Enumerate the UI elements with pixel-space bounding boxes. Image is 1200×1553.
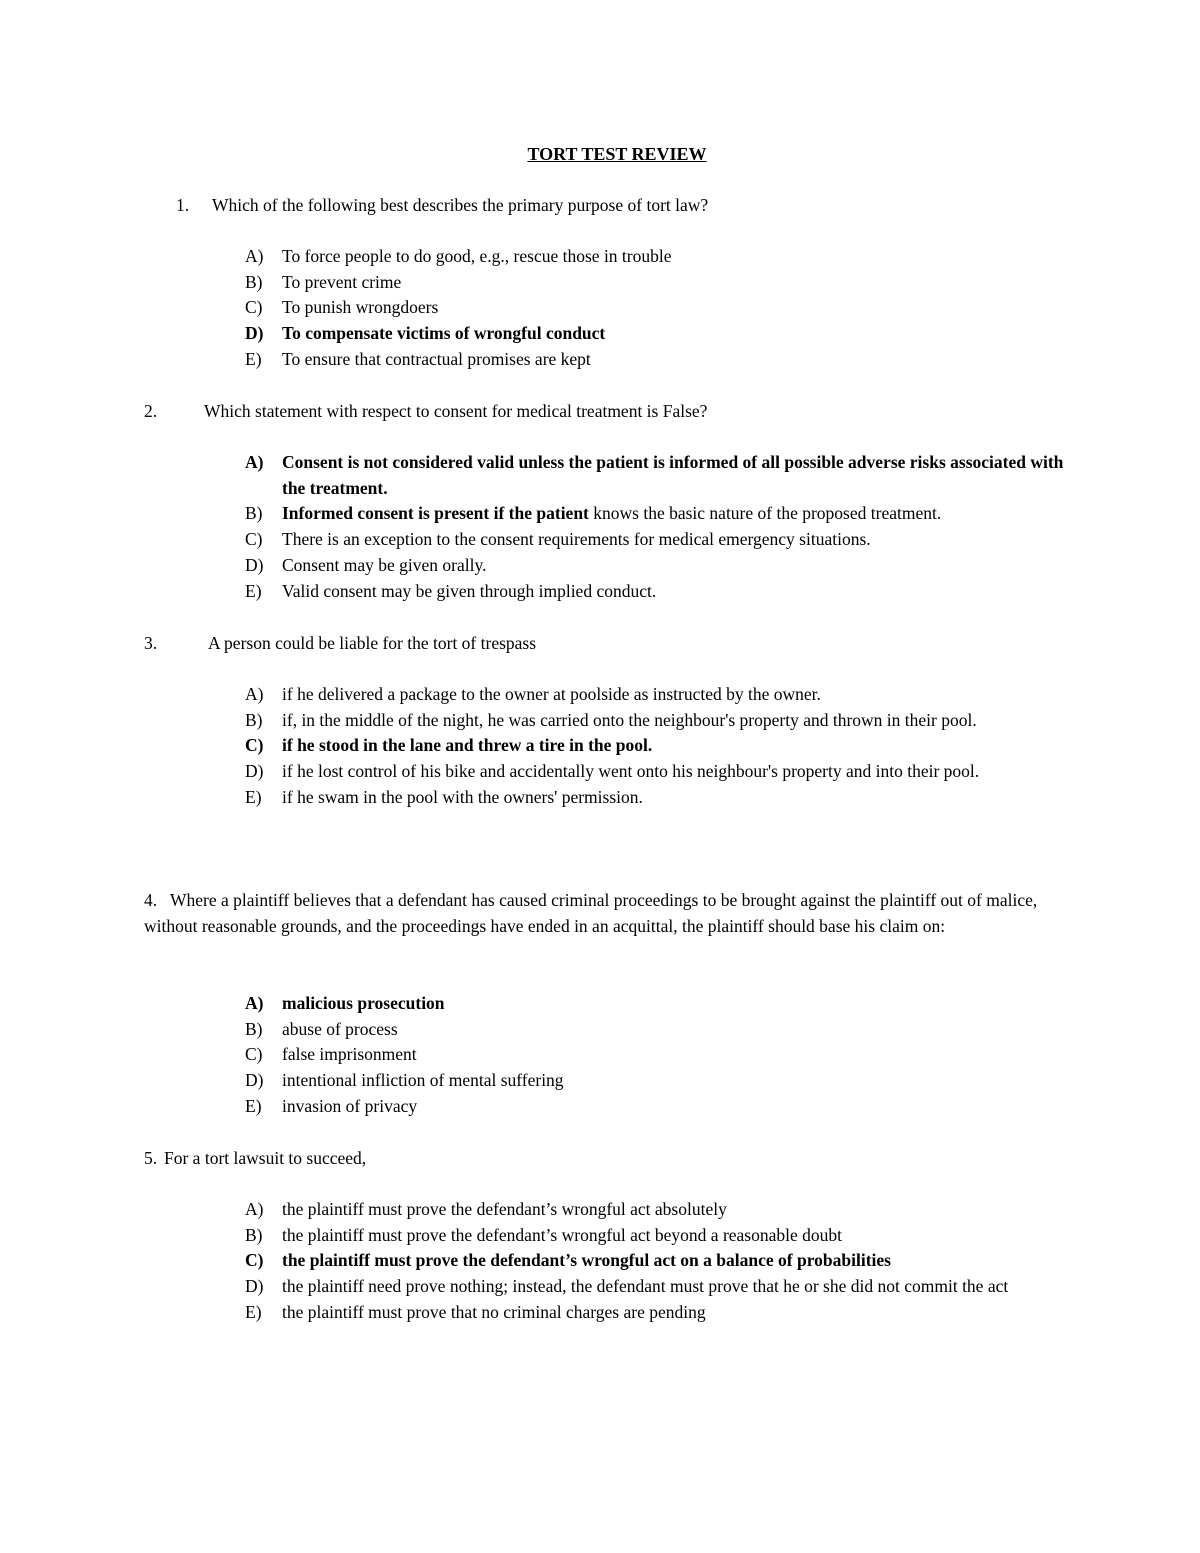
question-2 [144, 399, 1064, 425]
answer-option [245, 708, 1065, 734]
option-letter: E) [245, 1301, 262, 1322]
option-text: Consent may be given orally. [282, 554, 487, 575]
option-text: if he stood in the lane and threw a tire in the pool. [282, 735, 653, 756]
answer-options-4 [245, 991, 1065, 1120]
option-letter: C) [245, 1250, 264, 1271]
option-text: the plaintiff must prove that no criminal charges are pending [282, 1301, 706, 1322]
option-text: To force people to do good, e.g., rescue those in trouble [282, 246, 672, 266]
answer-options-1 [245, 244, 1065, 373]
option-letter: D) [245, 323, 264, 344]
correct-answer-option [245, 733, 1065, 759]
option-letter: D) [245, 1070, 264, 1091]
answer-option [245, 759, 1065, 785]
option-letter: D) [245, 761, 264, 782]
option-letter: B) [245, 503, 263, 524]
option-letter: C) [245, 297, 263, 318]
option-letter: D) [245, 554, 264, 575]
answer-option [245, 244, 1065, 270]
answer-option [245, 1042, 1065, 1068]
question-text: Where a plaintiff believes that a defendant has caused criminal proceedings to be brought against the plaintiff out of malice, without reasonable grounds, and the proceedings have ended in an acquittal, the plaintiff should base his claim on: [144, 890, 1038, 936]
option-letter: A) [245, 1199, 264, 1219]
option-letter: B) [245, 1018, 263, 1039]
option-text: abuse of process [282, 1018, 398, 1039]
option-letter: A) [245, 452, 264, 472]
question-1 [176, 193, 1096, 219]
option-letter: E) [245, 786, 262, 807]
answer-option [245, 501, 1065, 527]
option-text: if he swam in the pool with the owners' permission. [282, 786, 643, 807]
option-letter: C) [245, 735, 264, 756]
question-number: 1. [176, 195, 190, 215]
question-number: 2. [144, 401, 158, 421]
option-text-bold: Informed consent is present if the patient [282, 503, 589, 524]
option-text: Valid consent may be given through implied conduct. [282, 580, 657, 601]
answer-options-2 [245, 450, 1065, 604]
option-text: false imprisonment [282, 1044, 417, 1065]
answer-option [245, 527, 1065, 553]
option-text: To punish wrongdoers [282, 297, 439, 318]
option-text: Consent is not considered valid unless the patient is informed of all possible adverse risks associated with the treatment. [282, 452, 1064, 498]
option-text: malicious prosecution [282, 993, 445, 1013]
question-3 [144, 631, 1064, 657]
option-text: intentional infliction of mental suffering [282, 1070, 564, 1091]
answer-option [245, 579, 1065, 605]
answer-option [245, 553, 1065, 579]
question-number: 3. [144, 633, 158, 653]
option-letter: E) [245, 580, 262, 601]
answer-option [245, 1223, 1065, 1249]
answer-options-3 [245, 682, 1065, 811]
option-letter: A) [245, 246, 264, 266]
option-letter: B) [245, 709, 263, 730]
answer-options-5 [245, 1197, 1065, 1326]
question-text: For a tort lawsuit to succeed, [164, 1148, 367, 1168]
option-text: the plaintiff must prove the defendant’s wrongful act absolutely [282, 1199, 727, 1219]
option-letter: A) [245, 993, 264, 1013]
option-text: To prevent crime [282, 271, 402, 292]
option-text: if, in the middle of the night, he was carried onto the neighbour's property and thrown in their pool. [282, 709, 977, 730]
answer-option [245, 1017, 1065, 1043]
option-text: To ensure that contractual promises are kept [282, 348, 591, 369]
answer-option [245, 1094, 1065, 1120]
answer-option [245, 1274, 1065, 1300]
option-text: To compensate victims of wrongful conduct [282, 323, 606, 344]
option-letter: A) [245, 684, 264, 704]
option-text [282, 501, 1065, 527]
answer-option [245, 347, 1065, 373]
question-4 [144, 888, 1074, 939]
correct-answer-option [245, 321, 1065, 347]
answer-option [245, 1197, 1065, 1223]
option-letter: E) [245, 1095, 262, 1116]
option-text: invasion of privacy [282, 1095, 418, 1116]
answer-option [245, 785, 1065, 811]
question-5 [144, 1146, 1064, 1172]
option-text: the plaintiff must prove the defendant’s wrongful act on a balance of probabilities [282, 1250, 891, 1271]
option-text: if he lost control of his bike and accidentally went onto his neighbour's property and into their pool. [282, 761, 980, 782]
question-text: Which statement with respect to consent for medical treatment is False? [204, 401, 708, 421]
option-letter: E) [245, 348, 262, 369]
correct-answer-option [245, 991, 1065, 1017]
option-letter: C) [245, 529, 263, 550]
document-title: TORT TEST REVIEW [527, 144, 707, 164]
question-number: 4. [144, 890, 158, 910]
question-text: A person could be liable for the tort of trespass [208, 633, 537, 653]
option-letter: B) [245, 271, 263, 292]
question-number: 5. [144, 1148, 158, 1168]
option-text: There is an exception to the consent requirements for medical emergency situations. [282, 529, 871, 550]
option-text: if he delivered a package to the owner at poolside as instructed by the owner. [282, 684, 821, 704]
answer-option [245, 1300, 1065, 1326]
option-text: the plaintiff need prove nothing; instead, the defendant must prove that he or she did not commit the act [282, 1276, 1009, 1297]
answer-option [245, 682, 1065, 708]
correct-answer-option [245, 450, 1065, 501]
answer-option [245, 295, 1065, 321]
option-letter: C) [245, 1044, 263, 1065]
answer-option [245, 1068, 1065, 1094]
answer-option [245, 270, 1065, 296]
question-text: Which of the following best describes the primary purpose of tort law? [212, 195, 709, 215]
correct-answer-option [245, 1248, 1065, 1274]
option-text-rest: knows the basic nature of the proposed treatment. [588, 503, 942, 524]
option-text: the plaintiff must prove the defendant’s wrongful act beyond a reasonable doubt [282, 1224, 842, 1245]
option-letter: B) [245, 1224, 263, 1245]
option-letter: D) [245, 1276, 264, 1297]
